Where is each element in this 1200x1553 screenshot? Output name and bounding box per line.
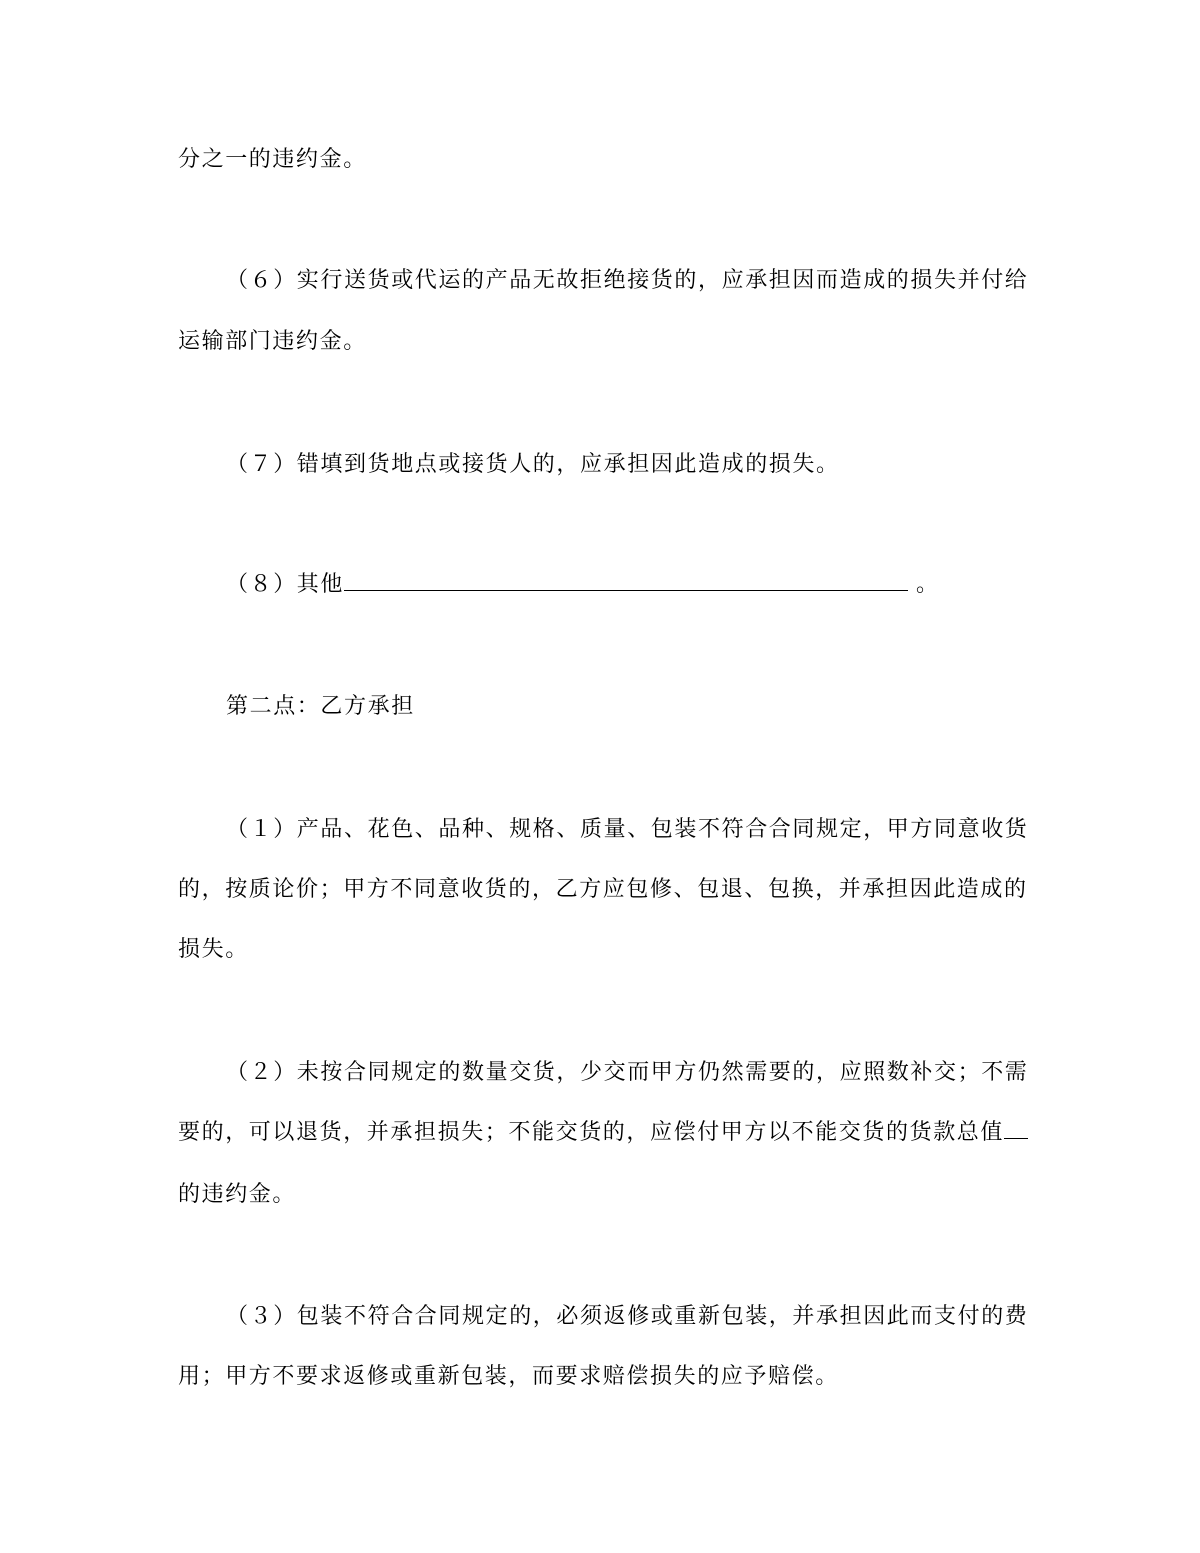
item-3-line-2 bbox=[178, 1362, 839, 1392]
line-text: 损失。 bbox=[178, 937, 249, 962]
line-text: 用；甲方不要求返修或重新包装，而要求赔偿损失的应予赔偿。 bbox=[178, 1364, 839, 1389]
line-text: 运输部门违约金。 bbox=[178, 329, 367, 354]
section-heading bbox=[226, 692, 415, 722]
fill-in-blank bbox=[1004, 1118, 1028, 1139]
item-1-line-2 bbox=[178, 875, 1028, 905]
line-text: （６）实行送货或代运的产品无故拒绝接货的，应承担因而造成的损失并付给 bbox=[226, 268, 1029, 293]
item-1-line-1 bbox=[226, 815, 1028, 845]
clause-6-line-2 bbox=[178, 327, 367, 357]
line-text: 的违约金。 bbox=[178, 1182, 297, 1207]
text-line-1 bbox=[178, 145, 367, 175]
fill-in-blank bbox=[344, 570, 908, 591]
line-text: （３）包装不符合合同规定的，必须返修或重新包装，并承担因此而支付的费 bbox=[226, 1304, 1029, 1329]
line-end-punct: 。 bbox=[916, 572, 940, 597]
line-text: （８）其他 bbox=[226, 572, 345, 597]
clause-7-line-1 bbox=[226, 450, 840, 480]
item-2-line-1 bbox=[226, 1058, 1028, 1088]
item-2-line-2 bbox=[178, 1118, 1028, 1148]
line-text: （２）未按合同规定的数量交货，少交而甲方仍然需要的，应照数补交；不需 bbox=[226, 1060, 1029, 1085]
heading-text: 第二点：乙方承担 bbox=[226, 694, 415, 719]
clause-6-line-1 bbox=[226, 266, 1028, 296]
line-text: 分之一的违约金。 bbox=[178, 147, 367, 172]
line-text: （１）产品、花色、品种、规格、质量、包装不符合合同规定，甲方同意收货 bbox=[226, 817, 1029, 842]
clause-8-line bbox=[226, 570, 940, 600]
line-text: 的，按质论价；甲方不同意收货的，乙方应包修、包退、包换，并承担因此造成的 bbox=[178, 877, 1028, 902]
line-text: （７）错填到货地点或接货人的，应承担因此造成的损失。 bbox=[226, 452, 840, 477]
item-3-line-1 bbox=[226, 1302, 1028, 1332]
item-1-line-3 bbox=[178, 935, 249, 965]
line-text: 要的，可以退货，并承担损失；不能交货的，应偿付甲方以不能交货的货款总值 bbox=[178, 1120, 1005, 1145]
item-2-line-3 bbox=[178, 1180, 296, 1210]
